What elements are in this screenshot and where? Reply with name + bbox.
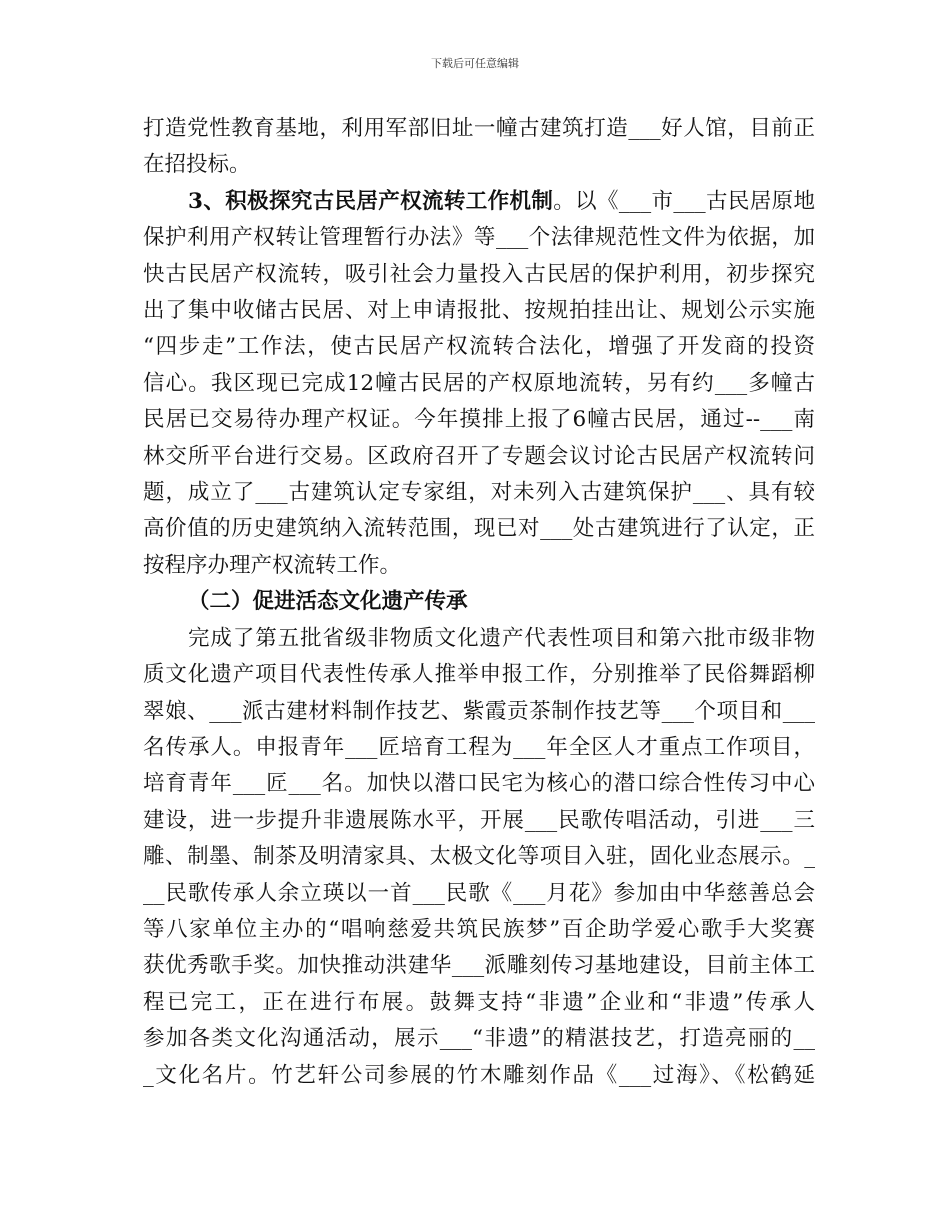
body-line: 获优秀歌手奖。加快推动洪建华___派雕刻传习基地建设，目前主体工 (143, 953, 815, 979)
body-line: 程已完工，正在进行布展。鼓舞支持“非遗”企业和“非遗”传承人 (143, 989, 815, 1015)
body-line: 快古民居产权流转，吸引社会力量投入古民居的保护利用，初步探究 (143, 261, 815, 287)
body-line: 按程序办理产权流转工作。 (143, 552, 402, 578)
body-line: “四步走”工作法，使古民居产权流转合法化，增强了开发商的投资 (143, 334, 815, 360)
body-line: 在招投标。 (143, 152, 251, 178)
body-line: 质文化遗产项目代表性传承人推举申报工作，分别推举了民俗舞蹈柳 (143, 662, 815, 688)
body-line: 雕、制墨、制茶及明清家具、太极文化等项目入驻，固化业态展示。_ (143, 844, 815, 870)
body-line: 民居已交易待办理产权证。今年摸排上报了6幢古民居，通过--___南 (143, 407, 815, 433)
body-line: 保护利用产权转让管理暂行办法》等___个法律规范性文件为依据，加 (143, 225, 815, 251)
body-line: 打造党性教育基地，利用军部旧址一幢古建筑打造___好人馆，目前正 (143, 116, 815, 141)
body-line: 信心。我区现已完成12幢古民居的产权原地流转，另有约___多幢古 (143, 370, 815, 396)
body-line: 完成了第五批省级非物质文化遗产代表性项目和第六批市级非物 (188, 625, 815, 651)
body-line: 题，成立了___古建筑认定专家组，对未列入古建筑保护___、具有较 (143, 480, 815, 506)
body-line: 出了集中收储古民居、对上申请报批、按规拍挂出让、规划公示实施 (143, 298, 815, 324)
body-line: _文化名片。竹艺轩公司参展的竹木雕刻作品《___过海》、《松鹤延 (143, 1062, 815, 1088)
body-line: 参加各类文化沟通活动，展示___“非遗”的精湛技艺，打造亮丽的__ (143, 1026, 815, 1052)
body-line: 等八家单位主办的“唱响慈爱共筑民族梦”百企助学爱心歌手大奖赛 (143, 916, 815, 942)
page-header: 下载后可任意编辑 (431, 57, 519, 70)
section-heading: （二）促进活态文化遗产传承 (188, 589, 468, 615)
body-line: 翠娘、___派古建材料制作技艺、紫霞贡茶制作技艺等___个项目和___ (143, 698, 815, 724)
body-line: 名传承人。申报青年___匠培育工程为___年全区人才重点工作项目， (143, 734, 815, 760)
body-line: 培育青年___匠___名。加快以潜口民宅为核心的潜口综合性传习中心 (143, 771, 815, 797)
body-line: __民歌传承人余立瑛以一首___民歌《___月花》参加由中华慈善总会 (143, 880, 815, 906)
document-body (143, 111, 815, 1094)
body-text: 。以《___市___古民居原地 (553, 188, 815, 214)
body-line: 高价值的历史建筑纳入流转范围，现已对___处古建筑进行了认定，正 (143, 516, 815, 542)
body-line: 建设，进一步提升非遗展陈水平，开展___民歌传唱活动，引进___三 (143, 807, 815, 833)
body-line: 林交所平台进行交易。区政府召开了专题会议讨论古民居产权流转问 (143, 443, 815, 469)
body-line (143, 184, 815, 220)
item-heading: 3、积极探究古民居产权流转工作机制 (188, 188, 554, 214)
